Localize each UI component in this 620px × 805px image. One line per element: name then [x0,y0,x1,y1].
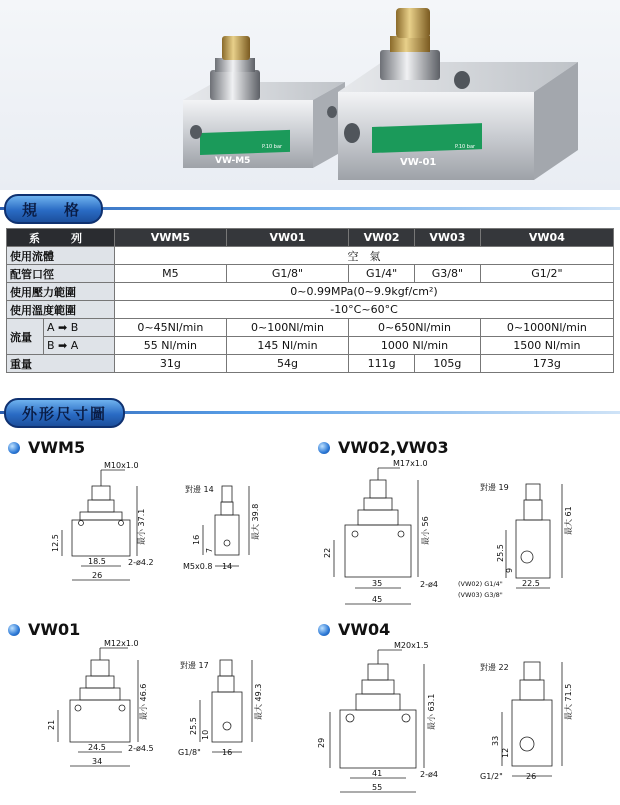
port-cell: G1/4" [349,265,415,283]
vwm5-title [8,438,85,457]
weight-cell: 54g [226,355,348,373]
vwm5-front-body [72,520,130,556]
vw0203-body-h: 22 [323,547,332,558]
flow-label: 流量 [7,319,44,355]
vwm5-thread: M10x1.0 [104,461,139,470]
port-label: 配管口徑 [7,265,115,283]
vw04-pitch: 41 [372,769,383,778]
flow-cell: 0~100Nl/min [226,319,348,337]
vw04-side-h: 33 [491,735,500,746]
vw01-height: 最小 46.6 [139,683,148,720]
vw0203-hmax: 最大 61 [564,506,573,535]
port-cell: G1/8" [226,265,348,283]
vw0203-side-h: 25.5 [496,544,505,562]
vw01-side-w: 16 [222,748,233,757]
vw0203-width: 45 [372,595,383,604]
vw04-side-w: 26 [526,772,537,781]
vw01-port-h: 10 [201,729,210,740]
vwm5-holes: 2-ø4.2 [128,558,154,567]
product-photo-illustration [0,0,620,190]
port-cell: M5 [115,265,227,283]
table-row [7,301,614,319]
vw0203-title-text: VW02,VW03 [338,438,449,457]
port-cell: G1/2" [480,265,613,283]
vw01-port: G1/8" [178,748,201,757]
vwm5-nut: 對邊 14 [185,485,214,494]
spec-table [6,228,614,373]
vwm5-height: 最小 37.1 [137,508,146,545]
vw01-body-h: 21 [47,719,56,730]
bullet-icon [8,442,20,454]
spec-header-title: 規 格 [4,194,103,224]
vw0203-side-body [516,520,550,578]
model-vw02: VW02 [349,229,415,247]
bullet-icon [318,624,330,636]
vw0203-side-w: 22.5 [522,579,540,588]
vw04-holes: 2-ø4 [420,770,438,779]
vwm5-width: 26 [92,571,103,580]
vw04-width: 55 [372,783,383,792]
weight-cell: 173g [480,355,613,373]
vw01-width: 34 [92,757,103,766]
vw04-thread: M20x1.5 [394,641,429,650]
table-row [7,355,614,373]
small-valve-tag: P.10 bar [262,144,283,150]
vw0203-nut: 對邊 19 [480,483,509,492]
vwm5-side-w: 14 [222,562,233,571]
fluid-label: 使用流體 [7,247,115,265]
flow-ba-dir: B ➡ A [44,337,115,355]
vw01-nut: 對邊 17 [180,661,209,670]
vw01-title [8,620,80,639]
weight-cell: 105g [414,355,480,373]
model-vwm5: VWM5 [115,229,227,247]
bullet-icon [318,442,330,454]
temp-value: -10°C~60°C [115,301,614,319]
weight-cell: 31g [115,355,227,373]
table-row [7,283,614,301]
vw0203-port-h: 9 [505,567,514,573]
vw01-front-body [70,700,130,742]
vw0203-port-b: (VW03) G3/8" [458,591,503,599]
vw04-body-h: 29 [317,737,326,748]
vw01-pitch: 24.5 [88,743,106,752]
vw01-hmax: 最大 49.3 [254,683,263,720]
product-photo [0,0,620,190]
vwm5-pitch: 18.5 [88,557,106,566]
bullet-icon [8,624,20,636]
weight-label: 重量 [7,355,115,373]
dims-header-title: 外形尺寸圖 [4,398,125,428]
vw04-title [318,620,390,639]
large-valve-tag: P.10 bar [455,144,476,150]
flow-cell: 0~1000Nl/min [480,319,613,337]
flow-ab-dir: A ➡ B [44,319,115,337]
vw01-thread: M12x1.0 [104,639,139,648]
large-valve-label: VW-01 [400,157,437,168]
table-row [7,319,614,337]
vw04-hmax: 最大 71.5 [564,683,573,720]
pressure-value: 0~0.99MPa(0~9.9kgf/cm²) [115,283,614,301]
vw01-side-body [212,692,242,742]
series-header: 系 列 [7,229,115,247]
model-vw03: VW03 [414,229,480,247]
flow-cell: 145 Nl/min [226,337,348,355]
vw0203-holes: 2-ø4 [420,580,438,589]
flow-cell: 0~45Nl/min [115,319,227,337]
vw04-port-h: 12 [501,747,510,758]
vw0203-port-a: (VW02) G1/4" [458,580,503,588]
vwm5-body-h: 12.5 [51,534,60,552]
model-vw04: VW04 [480,229,613,247]
vw0203-title [318,438,449,457]
vw0203-pitch: 35 [372,579,383,588]
vw04-title-text: VW04 [338,620,391,639]
table-header-row [7,229,614,247]
vw04-nut: 對邊 22 [480,663,509,672]
vwm5-port: M5x0.8 [183,562,213,571]
vwm5-side-body [215,515,239,555]
table-row [7,337,614,355]
vw04-port: G1/2" [480,772,503,781]
vw01-title-text: VW01 [28,620,81,639]
small-valve-label: VW-M5 [215,156,251,166]
dims-section-header [0,398,620,426]
vw01-holes: 2-ø4.5 [128,744,154,753]
spec-section-header [0,194,620,222]
vwm5-title-text: VWM5 [28,438,86,457]
model-vw01: VW01 [226,229,348,247]
vw0203-thread: M17x1.0 [393,459,428,468]
vw04-height: 最小 63.1 [427,693,436,730]
table-row [7,265,614,283]
vwm5-side-h: 16 [192,534,201,545]
vw01-side-h: 25.5 [189,717,198,735]
pressure-label: 使用壓力範圍 [7,283,115,301]
flow-cell: 1500 Nl/min [480,337,613,355]
vw0203-height: 最小 56 [421,516,430,545]
flow-cell: 55 Nl/min [115,337,227,355]
weight-cell: 111g [349,355,415,373]
fluid-value: 空 氣 [115,247,614,265]
temp-label: 使用溫度範圍 [7,301,115,319]
port-cell: G3/8" [414,265,480,283]
vw04-side-body [512,700,552,766]
flow-cell: 0~650Nl/min [349,319,481,337]
vw04-front-body [340,710,416,768]
vwm5-hmax: 最大 39.8 [251,503,260,540]
vw0203-front-body [345,525,411,577]
vwm5-port-h: 7 [205,547,214,553]
table-row [7,247,614,265]
flow-cell: 1000 Nl/min [349,337,481,355]
